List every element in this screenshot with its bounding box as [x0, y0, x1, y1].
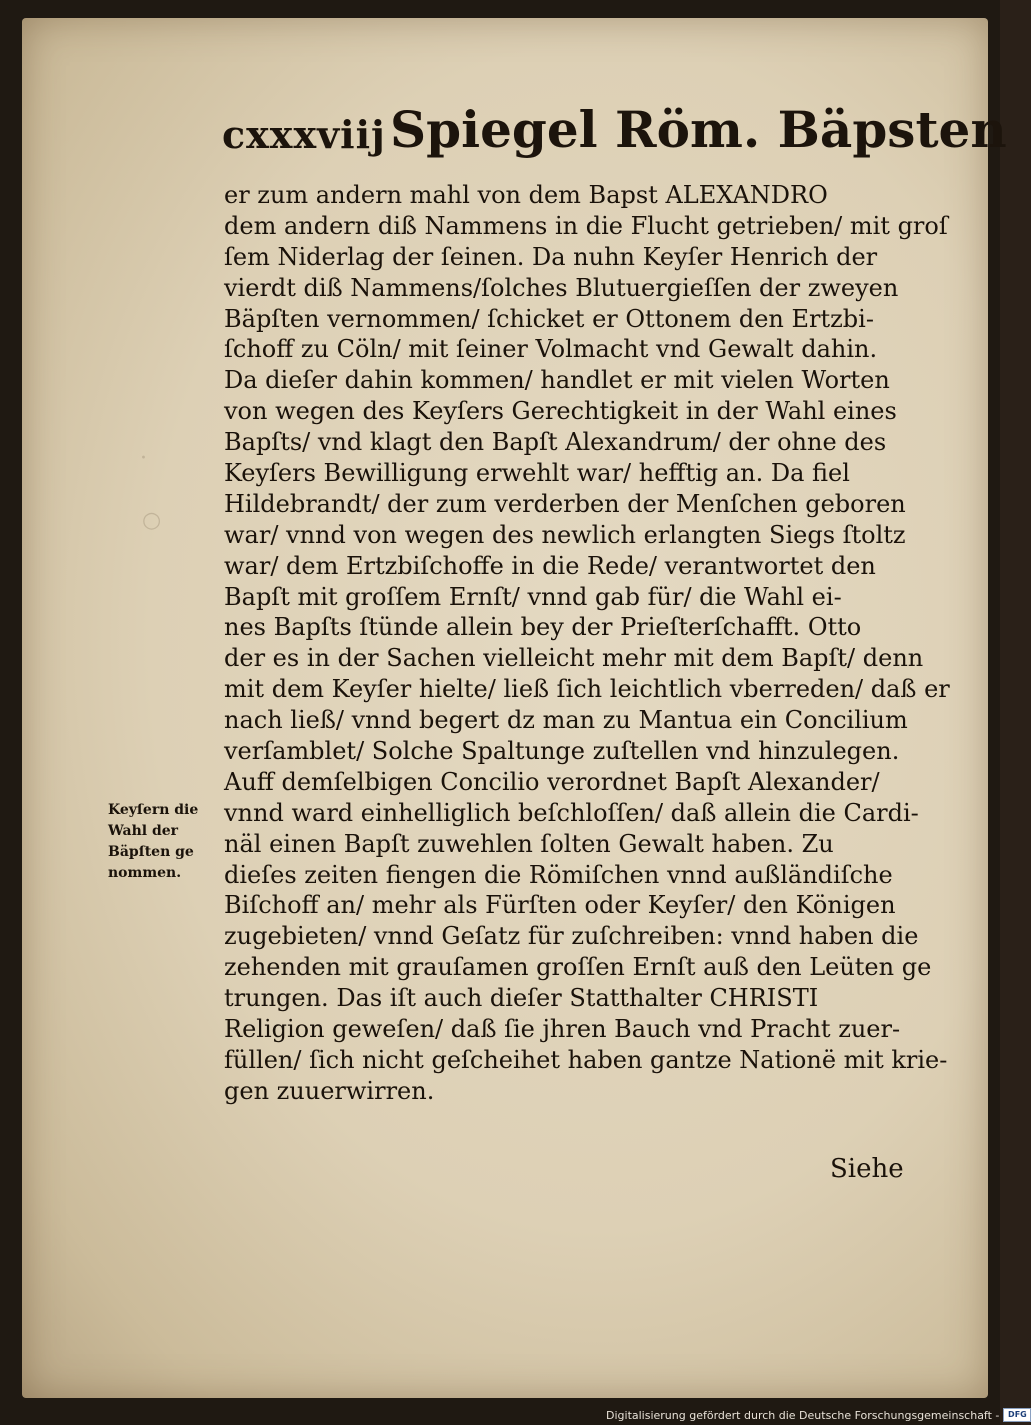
text-line: mit dem Keyſer hielte/ ließ ſich leichtlich vberreden/ daß er — [224, 675, 950, 704]
folio-number: cxxxviij — [222, 112, 386, 157]
bleed-through-mark: · — [140, 446, 147, 471]
digitization-footer — [606, 1407, 1031, 1423]
text-line: trungen. Das iſt auch dieſer Statthalter CHRISTI — [224, 984, 819, 1013]
running-title: Spiegel Röm. Bäpsten — [390, 100, 1007, 159]
text-line: dieſes zeiten fiengen die Römiſchen vnnd außländiſche — [224, 860, 893, 889]
margin-note-line: nommen. — [108, 865, 182, 881]
text-line: ſchoff zu Cöln/ mit ſeiner Volmacht vnd Gewalt dahin. — [224, 335, 878, 364]
dfg-logo-icon: DFG — [1003, 1408, 1031, 1422]
text-line: der es in der Sachen vielleicht mehr mit dem Bapſt/ denn — [224, 644, 924, 673]
margin-note — [108, 800, 226, 884]
text-line: dem andern diß Nammens in die Flucht getrieben/ mit groſ — [224, 211, 948, 240]
text-line: nach ließ/ vnnd begert dz man zu Mantua ein Concilium — [224, 706, 908, 735]
text-line: ſem Niderlag der ſeinen. Da nuhn Keyſer Henrich der — [224, 242, 878, 271]
text-line: Bäpſten vernommen/ ſchicket er Ottonem den Ertzbi- — [224, 304, 874, 333]
text-line: war/ dem Ertzbiſchoffe in die Rede/ verantwortet den — [224, 551, 876, 580]
page-header — [222, 100, 1007, 180]
text-line: Keyſers Bewilligung erwehlt war/ hefftig an. Da fiel — [224, 459, 850, 488]
funding-notice: Digitalisierung gefördert durch die Deutsche Forschungsgemeinschaft - — [606, 1408, 1000, 1422]
text-line: verſamblet/ Solche Spaltunge zuſtellen vnd hinzulegen. — [224, 737, 900, 766]
bleed-through-mark: ○ — [142, 508, 162, 533]
text-line: Da dieſer dahin kommen/ handlet er mit vielen Worten — [224, 366, 890, 395]
text-line: Biſchoff an/ mehr als Fürſten oder Keyſer/ den Königen — [224, 891, 896, 920]
text-line: zehenden mit grauſamen groſſen Ernſt auß den Leüten ge — [224, 953, 932, 982]
catchword: Siehe — [830, 1154, 904, 1184]
text-line: Hildebrandt/ der zum verderben der Menſchen geboren — [224, 489, 906, 518]
text-line: vierdt diß Nammens/ſolches Blutuergieſſen der zweyen — [224, 273, 899, 302]
text-line: füllen/ ſich nicht geſcheihet haben gantze Nationë mit krie- — [224, 1045, 948, 1074]
text-line: nes Bapſts ſtünde allein bey der Prieſterſchafft. Otto — [224, 613, 862, 642]
text-line: zugebieten/ vnnd Geſatz für zuſchreiben: vnnd haben die — [224, 922, 919, 951]
text-line: Bapſts/ vnd klagt den Bapſt Alexandrum/ der ohne des — [224, 428, 887, 457]
text-line: näl einen Bapſt zuwehlen ſolten Gewalt haben. Zu — [224, 829, 834, 858]
text-line: von wegen des Keyſers Gerechtigkeit in der Wahl eines — [224, 397, 897, 426]
text-line: vnnd ward einhelliglich beſchloſſen/ daß allein die Cardi- — [224, 798, 919, 827]
margin-note-line: Wahl der — [108, 823, 179, 839]
margin-note-line: Keyſern die — [108, 802, 199, 818]
text-line: er zum andern mahl von dem Bapst ALEXANDRO — [224, 181, 828, 209]
text-line: Auff demſelbigen Concilio verordnet Bapſt Alexander/ — [224, 767, 880, 796]
margin-note-line: Bäpſten ge — [108, 844, 194, 860]
text-line: war/ vnnd von wegen des newlich erlangten Siegs ſtoltz — [224, 520, 906, 549]
body-text — [224, 180, 950, 1107]
text-line: Religion geweſen/ daß ſie jhren Bauch vnd Pracht zuer- — [224, 1015, 901, 1044]
text-line: Bapſt mit groſſem Ernſt/ vnnd gab für/ die Wahl ei- — [224, 582, 842, 611]
text-line: gen zuuerwirren. — [224, 1076, 435, 1105]
